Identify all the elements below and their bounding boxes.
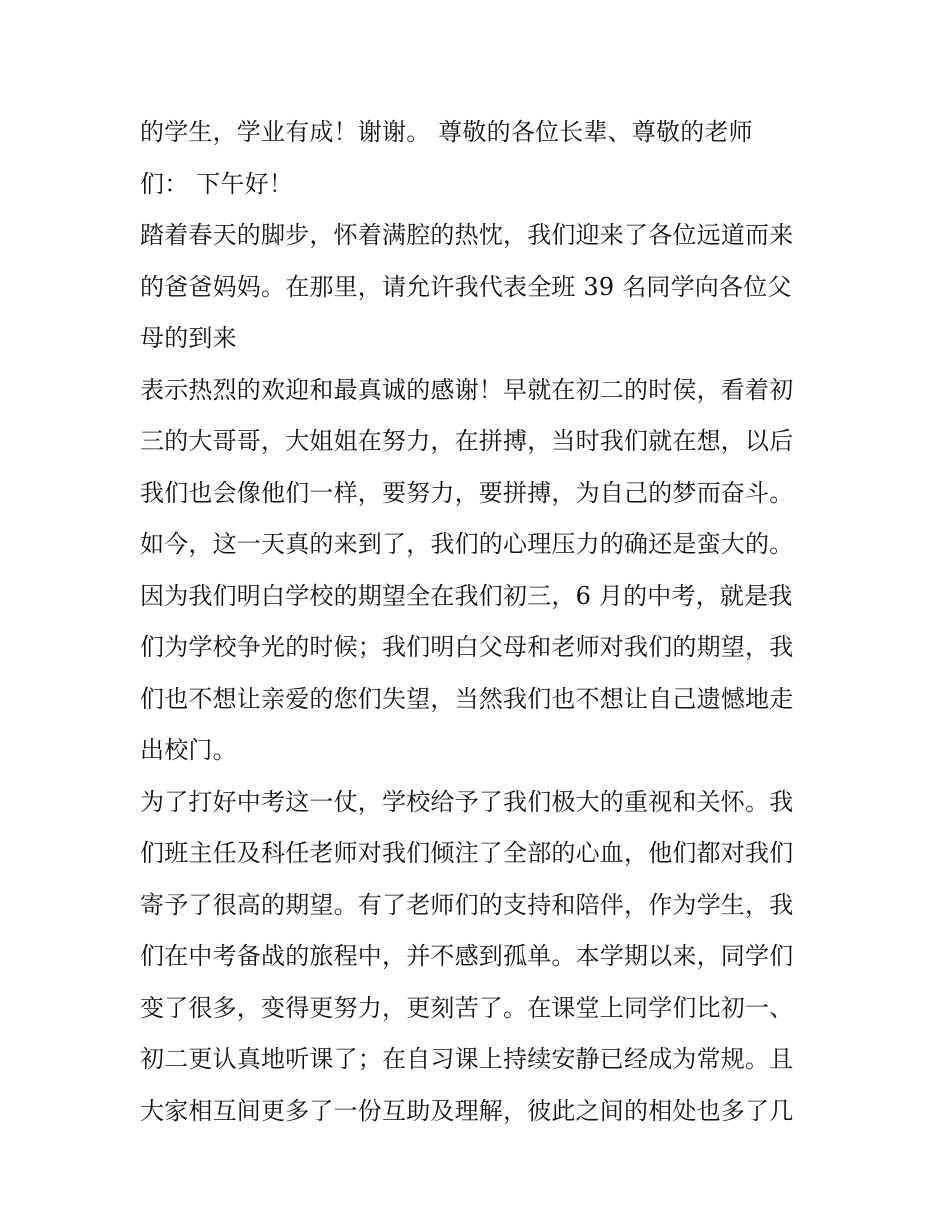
text-line: 变了很多，变得更努力，更刻苦了。在课堂上同学们比初一、 [140, 993, 794, 1022]
text-line: 大家相互间更多了一份互助及理解，彼此之间的相处也多了几 [140, 1096, 794, 1125]
text-line: 们： 下午好！ [140, 169, 294, 198]
text-line: 如今，这一天真的来到了，我们的心理压力的确还是蛮大的。 [140, 530, 794, 558]
text-line: 们班主任及科任老师对我们倾注了全部的心血，他们都对我们 [140, 839, 794, 867]
text-line: 出校门。 [140, 736, 237, 764]
text-line: 的爸爸妈妈。在那里，请允许我代表全班 39 名同学向各位父 [140, 272, 792, 301]
speech-text [140, 107, 830, 1137]
text-line: 的学生，学业有成！谢谢。 尊敬的各位长辈、尊敬的老师 [140, 118, 753, 146]
text-line: 们也不想让亲爱的您们失望，当然我们也不想让自己遗憾地走 [140, 684, 794, 713]
text-line: 们为学校争光的时候；我们明白父母和老师对我们的期望，我 [140, 633, 794, 661]
text-line: 寄予了很高的期望。有了老师们的支持和陪伴，作为学生，我 [140, 890, 794, 919]
text-line: 初二更认真地听课了；在自习课上持续安静已经成为常规。且 [140, 1045, 794, 1073]
text-line: 们在中考备战的旅程中，并不感到孤单。本学期以来，同学们 [140, 942, 794, 970]
text-line: 因为我们明白学校的期望全在我们初三，6 月的中考，就是我 [140, 581, 793, 610]
text-line: 母的到来 [140, 324, 237, 352]
text-line: 表示热烈的欢迎和最真诚的感谢！早就在初二的时侯，看着初 [140, 375, 794, 404]
text-line: 我们也会像他们一样，要努力，要拼搏，为自己的梦而奋斗。 [140, 478, 794, 507]
text-line: 为了打好中考这一仗，学校给予了我们极大的重视和关怀。我 [140, 787, 794, 816]
text-line: 踏着春天的脚步，怀着满腔的热忱，我们迎来了各位远道而来 [140, 221, 794, 249]
text-line: 三的大哥哥，大姐姐在努力，在拼搏，当时我们就在想，以后 [140, 427, 794, 455]
